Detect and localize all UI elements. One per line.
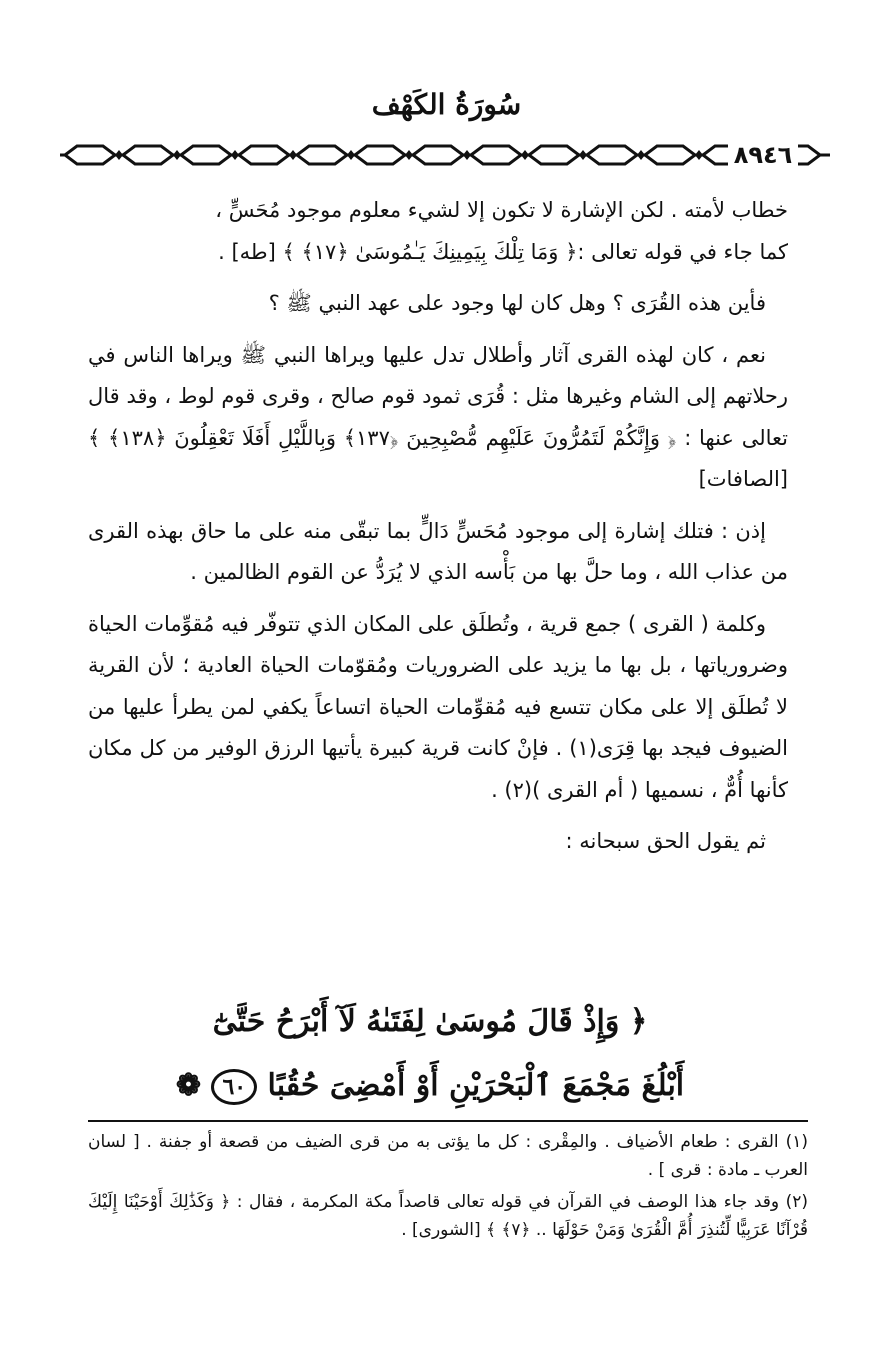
paragraph-6: ثم يقول الحق سبحانه : xyxy=(565,829,766,853)
footnotes xyxy=(88,1128,808,1248)
quran-verse-block xyxy=(150,990,710,1118)
surah-title: سُورَةُ الكَهْف xyxy=(371,88,522,121)
paragraph-1-line-2: كما جاء في قوله تعالى :﴿ وَمَا تِلْكَ بِيَمِينِكَ يَـٰمُوسَىٰ ﴿١٧﴾ ﴾ [طه] . xyxy=(218,239,788,264)
verse-line-1: ﴿ وَإِذْ قَالَ مُوسَىٰ لِفَتَىٰهُ لَآ أَبْرَحُ حَتَّىٰٓ xyxy=(212,1004,648,1039)
paragraph-5: وكلمة ( القرى ) جمع قرية ، وتُطلَق على المكان الذي تتوفّر فيه مُقوِّمات الحياة وضرورياتها ، بل بها ما يزيد على الضروريات ومُقوّمات الحياة العادية ؛ لأن القرية لا تُطلَق إلا على مكان تتسع فيه مُقوِّمات الحياة اتساعاً يكفي لمن يطرأ عليها من الضيوف فيجد بها قِرَى(١) . فإنْ كانت قرية كبيرة يأتيها الرزق الوفير من كل مكان كأنها أُمٌّ ، نسميها ( أم القرى )(٢) . xyxy=(88,611,789,802)
verse-line-2-text: أَبْلُغَ مَجْمَعَ ٱلْبَحْرَيْنِ أَوْ أَمْضِىَ حُقُبًا xyxy=(267,1068,685,1103)
verse-line-2 xyxy=(150,1054,710,1118)
footnote-divider xyxy=(88,1120,808,1122)
verse-number-marker: ٦٠ xyxy=(211,1069,257,1105)
ornament-icon: ❁ xyxy=(175,1068,201,1103)
commentary-body xyxy=(88,190,788,873)
paragraph-4: إذن : فتلك إشارة إلى موجود مُحَسٍّ دَالٍّ بما تبقّى منه على ما حاق بهذه القرى من عذاب الله ، وما حلَّ بها من بَأْسه الذي لا يُرَدُّ عن القوم الظالمين . xyxy=(88,518,788,584)
paragraph-2: فأين هذه القُرَى ؟ وهل كان لها وجود على عهد النبي ﷺ ؟ xyxy=(268,291,766,315)
footnote-1: (١) القرى : طعام الأضياف . والمِقْرى : كل ما يؤتى به من قرى الضيف من قصعة أو جفنة . [ لسان العرب ـ مادة : قرى ] . xyxy=(88,1132,808,1180)
paragraph-1 xyxy=(88,190,788,273)
decorative-header-rule xyxy=(60,140,830,170)
footnote-2: (٢) وقد جاء هذا الوصف في القرآن في قوله تعالى قاصداً مكة المكرمة ، فقال : ﴿ وَكَذَٰلِكَ أَوْحَيْنَا إِلَيْكَ قُرْآنًا عَرَبِيًّا لِّتُنذِرَ أُمَّ الْقُرَىٰ وَمَنْ حَوْلَهَا .. ﴿٧﴾ ﴾ [الشورى] . xyxy=(88,1192,808,1240)
paragraph-1-line-1: خطاب لأمته . لكن الإشارة لا تكون إلا لشيء معلوم موجود مُحَسٍّ ، xyxy=(215,198,788,222)
paragraph-3: نعم ، كان لهذه القرى آثار وأطلال تدل عليها ويراها النبي ﷺ ويراها الناس في رحلاتهم إلى الشام وغيرها مثل : قُرَى ثمود قوم صالح ، وقرى قوم لوط ، وقد قال تعالى عنها : ﴿ وَإِنَّكُمْ لَتَمُرُّونَ عَلَيْهِم مُّصْبِحِينَ ﴿١٣٧﴾ وَبِاللَّيْلِ أَفَلَا تَعْقِلُونَ ﴿١٣٨﴾ ﴾ [الصافات] xyxy=(88,342,788,491)
page-number: ٨٩٤٦ xyxy=(728,141,798,169)
